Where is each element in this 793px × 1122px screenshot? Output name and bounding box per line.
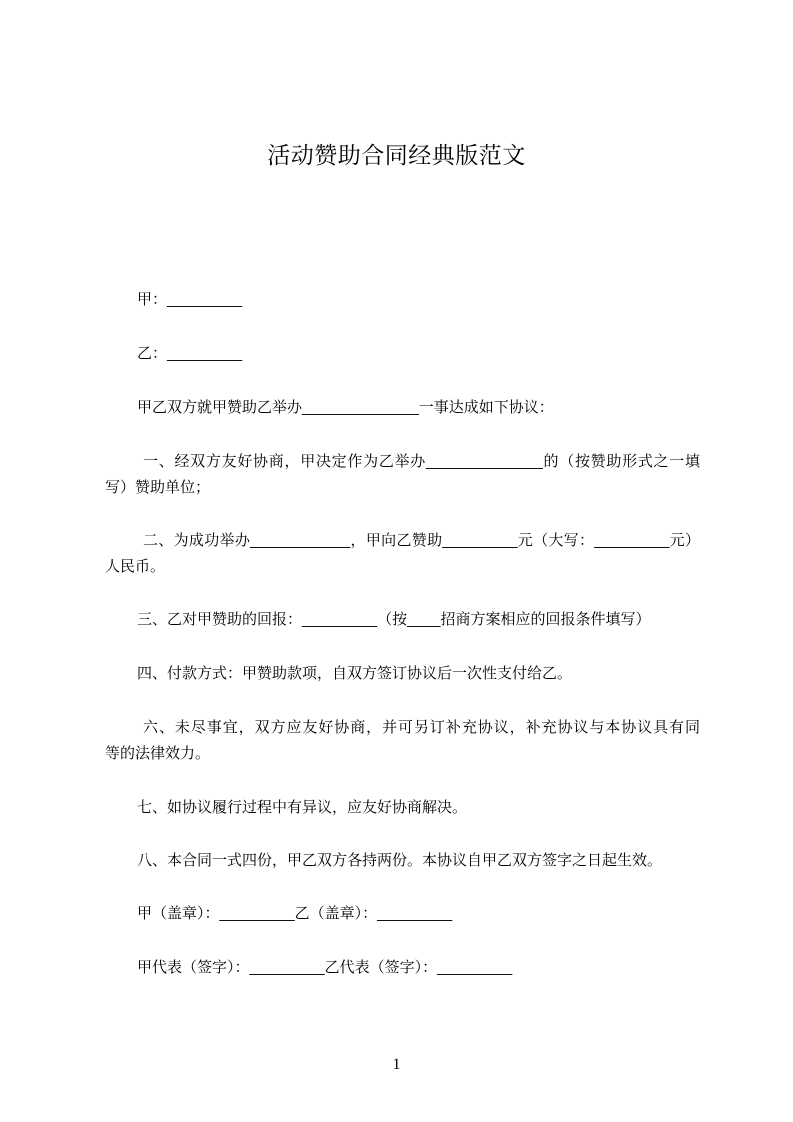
clause-7: 七、如协议履行过程中有异议，应友好协商解决。 xyxy=(137,799,468,816)
clause-2-line-1: 二、为成功举办____________，甲向乙赞助_________元（大写：_________元） xyxy=(143,532,700,549)
clause-3: 三、乙对甲赞助的回报：_________（按____招商方案相应的回报条件填写） xyxy=(137,611,651,628)
page-number: 1 xyxy=(392,1056,401,1073)
document-title: 活动赞助合同经典版范文 xyxy=(267,142,526,168)
party-b-line: 乙：_________ xyxy=(137,345,243,362)
party-a-line: 甲：_________ xyxy=(137,291,243,308)
clause-8: 八、本合同一式四份，甲乙双方各持两份。本协议自甲乙双方签字之日起生效。 xyxy=(137,852,663,869)
agreement-intro: 甲乙双方就甲赞助乙举办______________一事达成如下协议： xyxy=(137,399,554,416)
signature-line: 甲代表（签字）：_________乙代表（签字）：_________ xyxy=(137,959,513,976)
clause-2-line-2: 人民币。 xyxy=(105,558,166,575)
clause-4: 四、付款方式：甲赞助款项，自双方签订协议后一次性支付给乙。 xyxy=(137,665,573,682)
clause-1-line-2: 写）赞助单位； xyxy=(105,479,211,496)
clause-6-line-2: 等的法律效力。 xyxy=(105,745,211,762)
clause-1-line-1: 一、经双方友好协商，甲决定作为乙举办______________的（按赞助形式之一填 xyxy=(143,453,700,470)
clause-6-line-1: 六、未尽事宜，双方应友好协商，并可另订补充协议，补充协议与本协议具有同 xyxy=(143,719,700,736)
seal-line: 甲（盖章）：_________乙（盖章）：_________ xyxy=(137,905,453,922)
